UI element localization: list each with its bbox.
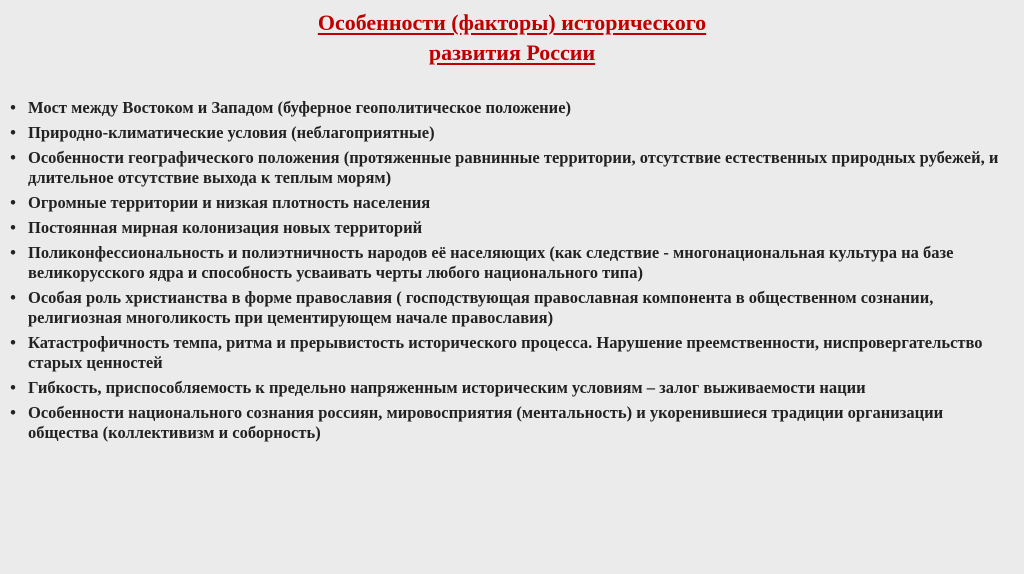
list-item [6, 378, 1006, 398]
slide-title-line-2: развития России [428, 40, 596, 65]
slide-title-line-1: Особенности (факторы) исторического [317, 10, 707, 35]
list-item [6, 243, 1006, 283]
list-item-text: Особая роль христианства в форме православия ( господствующая православная компонента в общественном сознании, религиозная многоликость при цементирующем начале православия) [28, 288, 934, 327]
bullet-icon [6, 243, 20, 263]
list-item-text: Поликонфессиональность и полиэтничность народов её населяющих (как следствие - многонациональная культура на базе великорусского ядра и способность усваивать черты любого национального типа) [28, 243, 954, 282]
bullet-icon [6, 123, 20, 143]
list-item-text: Мост между Востоком и Западом (буферное геополитическое положение) [28, 98, 572, 117]
bullet-icon [6, 378, 20, 398]
list-item-text: Гибкость, приспособляемость к предельно напряженным историческим условиям – залог выживаемости нации [28, 378, 866, 397]
list-item-text: Огромные территории и низкая плотность населения [28, 193, 431, 212]
bullet-icon [6, 403, 20, 423]
bullet-icon [6, 148, 20, 168]
list-item [6, 123, 1006, 143]
bullet-icon [6, 333, 20, 353]
list-item [6, 288, 1006, 328]
list-item [6, 218, 1006, 238]
list-item [6, 148, 1006, 188]
list-item-text: Природно-климатические условия (неблагоприятные) [28, 123, 435, 142]
list-item [6, 403, 1006, 443]
list-item-text: Особенности географического положения (протяженные равнинные территории, отсутствие естественных природных рубежей, и длительное отсутствие выхода к теплым морям) [28, 148, 999, 187]
bullet-icon [6, 98, 20, 118]
list-item-text: Катастрофичность темпа, ритма и прерывистость исторического процесса. Нарушение преемственности, ниспровергательство старых ценностей [28, 333, 983, 372]
bullet-icon [6, 288, 20, 308]
factors-list [6, 98, 1006, 448]
list-item [6, 98, 1006, 118]
list-item-text: Особенности национального сознания россиян, мировосприятия (ментальность) и укоренившиеся традиции организации общества (коллективизм и соборность) [28, 403, 944, 442]
bullet-icon [6, 218, 20, 238]
list-item [6, 333, 1006, 373]
bullet-icon [6, 193, 20, 213]
list-item-text: Постоянная мирная колонизация новых территорий [28, 218, 423, 237]
slide-title [0, 8, 1024, 68]
list-item [6, 193, 1006, 213]
